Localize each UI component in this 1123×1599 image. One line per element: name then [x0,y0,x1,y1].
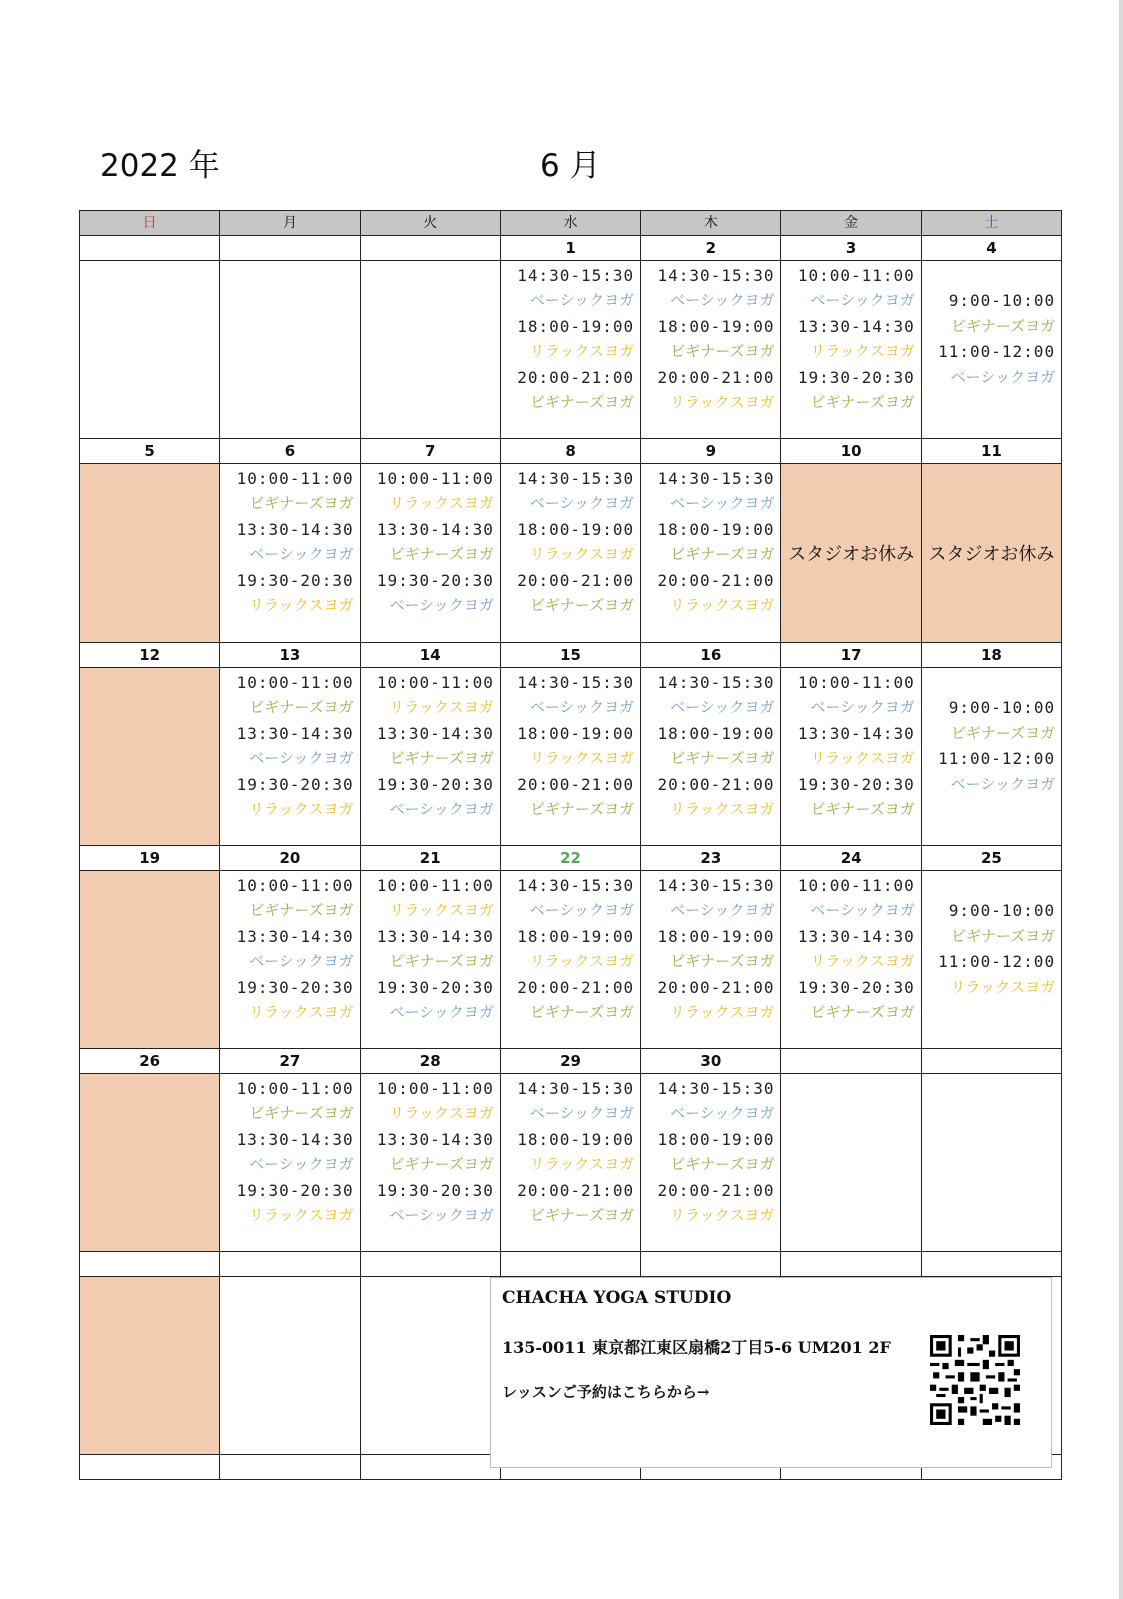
lesson-name[interactable]: ベーシックヨガ [950,774,1056,793]
lesson-name[interactable]: ビギナーズヨガ [670,952,775,971]
lesson-time: 18:00-19:00 [657,723,775,743]
lesson-name[interactable]: ベーシックヨガ [529,901,635,920]
day-number: 10 [781,439,921,464]
day-number: 16 [641,643,781,668]
day-number: 29 [500,1049,640,1074]
lesson-name[interactable]: リラックスヨガ [810,952,915,971]
lesson-time: 19:30-20:30 [797,774,915,794]
day-cell [80,1074,220,1252]
empty-cell [80,1277,220,1455]
lesson-time: 13:30-14:30 [797,926,915,946]
studio-name: CHACHA YOGA STUDIO [502,1288,732,1308]
day-number: 20 [220,846,360,871]
lesson-time: 10:00-11:00 [376,673,494,692]
lesson-time: 10:00-11:00 [376,1079,494,1098]
lesson-time: 13:30-14:30 [236,926,354,946]
day-number: 7 [360,439,500,464]
lesson-name[interactable]: ビギナーズヨガ [389,545,494,564]
lesson-name[interactable]: ビギナーズヨガ [670,749,775,768]
lesson-name[interactable]: ビギナーズヨガ [249,494,354,513]
lesson-name[interactable]: リラックスヨガ [249,1205,354,1224]
lesson-time: 9:00-10:00 [948,901,1056,921]
lesson-time: 11:00-12:00 [938,952,1056,972]
lesson-time: 13:30-14:30 [376,926,494,946]
day-cell [360,1074,500,1252]
lesson-name[interactable]: ベーシックヨガ [249,545,354,564]
lesson-time: 18:00-19:00 [657,1129,775,1149]
lesson-time: 20:00-21:00 [657,774,775,794]
day-number: 21 [360,846,500,871]
day-cell [781,871,921,1049]
lesson-time: 14:30-15:30 [517,266,635,285]
weekday-header: 金 [781,211,921,236]
day-number: 11 [921,439,1061,464]
lesson-name[interactable]: リラックスヨガ [669,1002,775,1021]
lesson-name[interactable]: リラックスヨガ [249,595,354,614]
day-number: 25 [921,846,1061,871]
day-cell [921,261,1061,439]
lesson-time: 19:30-20:30 [376,1180,494,1200]
day-cell [220,464,360,643]
lesson-name[interactable]: ベーシックヨガ [670,494,775,513]
lesson-name[interactable]: ビギナーズヨガ [249,901,354,920]
lesson-time: 14:30-15:30 [517,876,635,895]
day-number: 17 [781,643,921,668]
day-number: 4 [921,236,1061,261]
lesson-time: 13:30-14:30 [376,723,494,743]
day-number: 2 [641,236,781,261]
lesson-time: 20:00-21:00 [517,367,635,387]
lesson-name[interactable]: リラックスヨガ [529,342,635,361]
lesson-time: 9:00-10:00 [948,291,1056,311]
lesson-name[interactable]: リラックスヨガ [249,799,354,818]
day-cell [921,464,1061,643]
lesson-time: 9:00-10:00 [948,698,1056,718]
lesson-time: 14:30-15:30 [657,469,775,488]
lesson-name[interactable]: ベーシックヨガ [249,952,354,971]
day-number: 14 [360,643,500,668]
lesson-time: 19:30-20:30 [376,977,494,997]
lesson-time: 19:30-20:30 [236,774,354,794]
lesson-time: 10:00-11:00 [797,673,915,692]
day-cell [781,668,921,846]
day-number: 8 [500,439,640,464]
day-cell [641,871,781,1049]
lesson-name[interactable]: リラックスヨガ [389,494,494,513]
lesson-name[interactable]: ビギナーズヨガ [529,799,635,818]
studio-address: 135-0011 東京都江東区扇橋2丁目5-6 UM201 2F [502,1338,891,1357]
day-cell [80,668,220,846]
lesson-time: 20:00-21:00 [517,570,635,590]
day-cell [641,464,781,643]
lesson-time: 13:30-14:30 [797,316,915,336]
lesson-time: 13:30-14:30 [236,519,354,539]
day-cell [921,1074,1061,1252]
lesson-time: 20:00-21:00 [517,977,635,997]
lesson-time: 20:00-21:00 [517,774,635,794]
lesson-time: 10:00-11:00 [236,673,354,692]
booking-note: レッスンご予約はこちらから→ [502,1383,710,1401]
day-cell [220,261,360,439]
lesson-name[interactable]: ベーシックヨガ [389,1205,494,1224]
empty-cell [80,1455,220,1480]
empty-cell [80,1252,220,1277]
lesson-time: 14:30-15:30 [517,1079,635,1098]
day-cell [921,668,1061,846]
day-cell [500,668,640,846]
lesson-name[interactable]: ベーシックヨガ [810,291,915,310]
lesson-name[interactable]: ベーシックヨガ [529,291,635,310]
lesson-time: 13:30-14:30 [376,519,494,539]
lesson-time: 19:30-20:30 [376,774,494,794]
lesson-time: 20:00-21:00 [657,977,775,997]
day-cell [80,464,220,643]
day-number [80,236,220,261]
lesson-name[interactable]: ベーシックヨガ [529,1104,635,1123]
weekday-header: 木 [641,211,781,236]
day-number: 13 [220,643,360,668]
lesson-name[interactable]: リラックスヨガ [810,749,915,768]
lesson-time: 11:00-12:00 [938,749,1056,769]
lesson-name[interactable]: ベーシックヨガ [529,494,635,513]
lesson-time: 18:00-19:00 [517,926,635,946]
lesson-name[interactable]: ビギナーズヨガ [529,1002,635,1021]
empty-cell [360,1277,500,1455]
day-cell [921,871,1061,1049]
lesson-time: 19:30-20:30 [236,1180,354,1200]
year-label: 2022 年 [100,148,220,184]
lesson-time: 13:30-14:30 [236,723,354,743]
month-label: 6 月 [540,148,601,184]
lesson-name[interactable]: ベーシックヨガ [810,901,915,920]
day-cell [220,668,360,846]
studio-closed-label: スタジオお休み [788,544,915,565]
lesson-name[interactable]: リラックスヨガ [950,977,1056,996]
lesson-time: 18:00-19:00 [517,316,635,336]
lesson-time: 19:30-20:30 [236,570,354,590]
lesson-time: 10:00-11:00 [797,876,915,895]
lesson-time: 13:30-14:30 [236,1129,354,1149]
day-cell [220,871,360,1049]
day-cell [500,261,640,439]
lesson-name[interactable]: リラックスヨガ [529,749,635,768]
day-number: 27 [220,1049,360,1074]
weekday-header: 土 [921,211,1061,236]
day-number: 1 [500,236,640,261]
day-cell [80,871,220,1049]
day-number: 26 [80,1049,220,1074]
day-number: 22 [500,846,640,871]
weekday-header: 月 [220,211,360,236]
day-cell [220,1074,360,1252]
lesson-name[interactable]: ベーシックヨガ [670,291,775,310]
qr-code-icon[interactable] [930,1335,1020,1425]
day-cell [360,464,500,643]
lesson-time: 10:00-11:00 [236,876,354,895]
day-number: 19 [80,846,220,871]
day-number: 5 [80,439,220,464]
lesson-name[interactable]: リラックスヨガ [389,901,494,920]
day-cell [500,1074,640,1252]
day-number [921,1049,1061,1074]
studio-info-box [490,1277,1052,1468]
lesson-time: 18:00-19:00 [517,519,635,539]
lesson-time: 10:00-11:00 [236,469,354,488]
lesson-time: 20:00-21:00 [657,367,775,387]
lesson-name[interactable]: リラックスヨガ [669,1205,775,1224]
lesson-name[interactable]: ベーシックヨガ [389,799,494,818]
lesson-name[interactable]: ベーシックヨガ [389,595,494,614]
lesson-name[interactable]: ビギナーズヨガ [389,952,494,971]
lesson-time: 10:00-11:00 [797,266,915,285]
day-number: 23 [641,846,781,871]
day-number: 30 [641,1049,781,1074]
lesson-time: 20:00-21:00 [517,1180,635,1200]
lesson-name[interactable]: リラックスヨガ [529,952,635,971]
day-number: 18 [921,643,1061,668]
empty-cell [500,1252,640,1277]
lesson-name[interactable]: ビギナーズヨガ [670,342,775,361]
lesson-time: 14:30-15:30 [657,1079,775,1098]
lesson-name[interactable]: ベーシックヨガ [670,1104,775,1123]
lesson-time: 18:00-19:00 [657,316,775,336]
lesson-name[interactable]: ベーシックヨガ [670,901,775,920]
day-cell [80,261,220,439]
lesson-time: 19:30-20:30 [376,570,494,590]
day-cell [500,871,640,1049]
day-number: 12 [80,643,220,668]
weekday-header: 日 [80,211,220,236]
lesson-time: 10:00-11:00 [236,1079,354,1098]
day-number: 6 [220,439,360,464]
empty-cell [360,1252,500,1277]
day-number: 15 [500,643,640,668]
lesson-time: 14:30-15:30 [517,673,635,692]
lesson-name[interactable]: ベーシックヨガ [810,698,915,717]
lesson-name[interactable]: ビギナーズヨガ [670,545,775,564]
lesson-time: 13:30-14:30 [797,723,915,743]
lesson-time: 11:00-12:00 [938,342,1056,362]
lesson-time: 19:30-20:30 [797,367,915,387]
lesson-name[interactable]: ベーシックヨガ [249,749,354,768]
lesson-name[interactable]: ビギナーズヨガ [810,392,915,411]
lesson-time: 13:30-14:30 [376,1129,494,1149]
day-cell [500,464,640,643]
lesson-time: 19:30-20:30 [236,977,354,997]
lesson-name[interactable]: ビギナーズヨガ [389,749,494,768]
day-number: 28 [360,1049,500,1074]
empty-cell [220,1252,360,1277]
lesson-time: 18:00-19:00 [517,723,635,743]
lesson-time: 18:00-19:00 [657,519,775,539]
day-cell [781,464,921,643]
lesson-time: 18:00-19:00 [517,1129,635,1149]
lesson-name[interactable]: ベーシックヨガ [670,698,775,717]
lesson-time: 14:30-15:30 [657,673,775,692]
weekday-header: 水 [500,211,640,236]
day-number: 3 [781,236,921,261]
lesson-name[interactable]: リラックスヨガ [810,342,915,361]
lesson-name[interactable]: リラックスヨガ [669,799,775,818]
lesson-name[interactable]: ビギナーズヨガ [810,1002,915,1021]
day-cell [360,668,500,846]
empty-cell [781,1252,921,1277]
lesson-name[interactable]: ビギナーズヨガ [529,392,635,411]
lesson-name[interactable]: ビギナーズヨガ [529,595,635,614]
day-cell [641,261,781,439]
studio-closed-label: スタジオお休み [928,544,1055,565]
lesson-time: 19:30-20:30 [797,977,915,997]
lesson-name[interactable]: ビギナーズヨガ [950,926,1056,945]
lesson-time: 18:00-19:00 [657,926,775,946]
lesson-name[interactable]: ベーシックヨガ [389,1002,494,1021]
day-cell [360,871,500,1049]
day-number: 24 [781,846,921,871]
lesson-name[interactable]: ビギナーズヨガ [249,698,354,717]
empty-cell [641,1252,781,1277]
day-number: 9 [641,439,781,464]
lesson-name[interactable]: ビギナーズヨガ [670,1155,775,1174]
day-number [220,236,360,261]
empty-cell [360,1455,500,1480]
lesson-time: 14:30-15:30 [657,876,775,895]
lesson-name[interactable]: ベーシックヨガ [529,698,635,717]
lesson-time: 20:00-21:00 [657,570,775,590]
lesson-name[interactable]: リラックスヨガ [669,392,775,411]
lesson-name[interactable]: ビギナーズヨガ [810,799,915,818]
lesson-name[interactable]: リラックスヨガ [529,545,635,564]
lesson-name[interactable]: リラックスヨガ [389,1104,494,1123]
lesson-time: 20:00-21:00 [657,1180,775,1200]
lesson-name[interactable]: ベーシックヨガ [249,1155,354,1174]
empty-cell [921,1252,1061,1277]
lesson-time: 10:00-11:00 [376,469,494,488]
lesson-time: 14:30-15:30 [517,469,635,488]
lesson-time: 10:00-11:00 [376,876,494,895]
lesson-time: 14:30-15:30 [657,266,775,285]
empty-cell [220,1455,360,1480]
weekday-header: 火 [360,211,500,236]
day-cell [781,261,921,439]
day-number [360,236,500,261]
lesson-name[interactable]: リラックスヨガ [249,1002,354,1021]
lesson-name[interactable]: リラックスヨガ [389,698,494,717]
empty-cell [220,1277,360,1455]
lesson-name[interactable]: ビギナーズヨガ [950,723,1056,742]
lesson-name[interactable]: ビギナーズヨガ [389,1155,494,1174]
lesson-name[interactable]: ベーシックヨガ [950,367,1056,386]
lesson-name[interactable]: ビギナーズヨガ [249,1104,354,1123]
lesson-name[interactable]: ビギナーズヨガ [529,1205,635,1224]
day-cell [360,261,500,439]
lesson-name[interactable]: リラックスヨガ [529,1155,635,1174]
day-cell [641,668,781,846]
lesson-name[interactable]: ビギナーズヨガ [950,316,1056,335]
day-cell [641,1074,781,1252]
day-cell [781,1074,921,1252]
day-number [781,1049,921,1074]
lesson-name[interactable]: リラックスヨガ [669,595,775,614]
